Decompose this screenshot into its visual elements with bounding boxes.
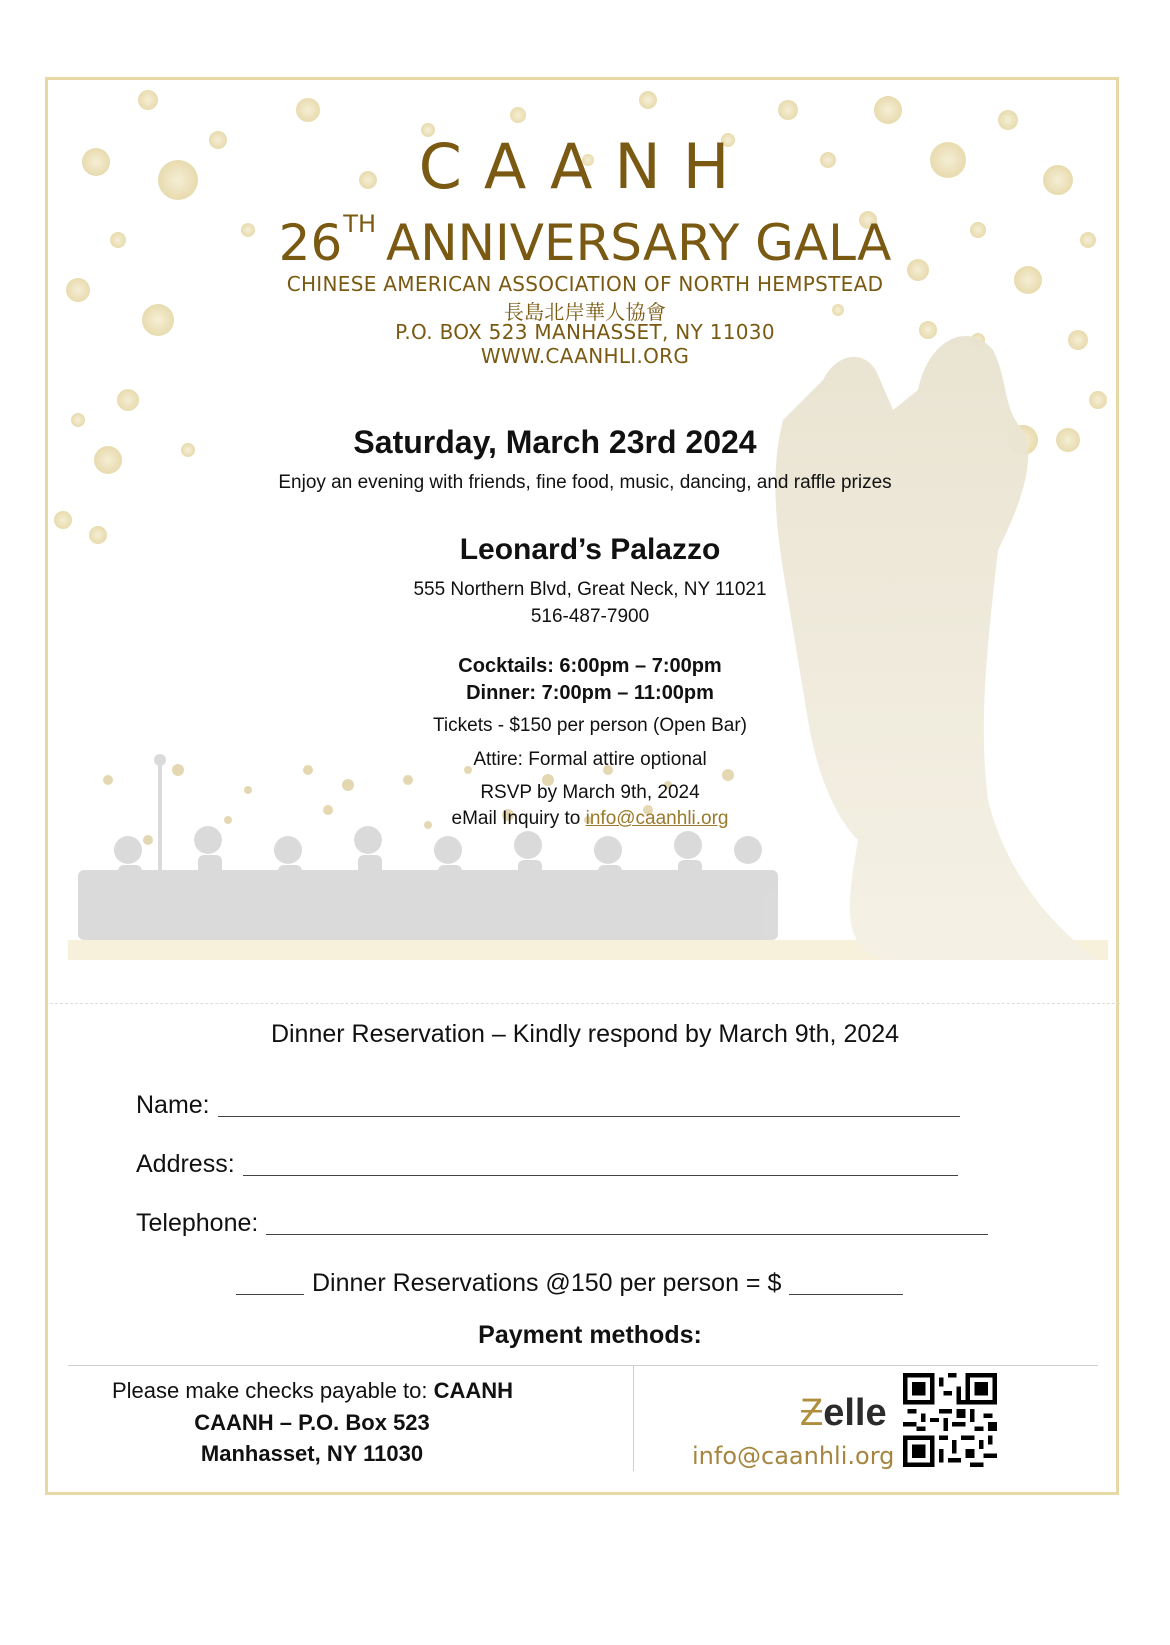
- payment-methods-title: Payment methods:: [478, 1321, 702, 1349]
- cocktails-time: Cocktails: 6:00pm – 7:00pm: [458, 655, 722, 677]
- inquiry-label: eMail Inquiry to: [451, 808, 586, 829]
- venue-name: Leonard’s Palazzo: [459, 533, 721, 566]
- gala-title: [279, 210, 892, 272]
- venue-phone: 516-487-7900: [530, 606, 650, 627]
- check-mail-address-2: Manhasset, NY 11030: [200, 1441, 424, 1466]
- amount-field[interactable]: [789, 1294, 903, 1295]
- zelle-email: info@caanhli.org: [692, 1442, 895, 1470]
- dancing-couple-silhouette: [775, 336, 1098, 960]
- quantity-field[interactable]: [236, 1294, 304, 1295]
- check-payable-label: Please make checks payable to:: [112, 1378, 434, 1403]
- org-full-name: CHINESE AMERICAN ASSOCIATION OF NORTH HEMPSTEAD: [286, 272, 884, 296]
- rsvp-deadline: RSVP by March 9th, 2024: [480, 782, 700, 803]
- reservation-calc-row: [236, 1262, 903, 1298]
- telephone-field-row: [136, 1202, 988, 1238]
- inquiry-email-link[interactable]: info@caanhli.org: [585, 808, 729, 829]
- name-field[interactable]: [218, 1115, 960, 1117]
- email-inquiry: [340, 808, 840, 830]
- check-payable-line: [112, 1378, 513, 1404]
- reservation-calc-label: Dinner Reservations @150 per person = $: [312, 1269, 782, 1297]
- org-acronym: CAANH: [418, 130, 752, 203]
- venue-address: 555 Northern Blvd, Great Neck, NY 11021: [413, 579, 767, 600]
- gala-title-text: ANNIVERSARY GALA: [386, 214, 892, 272]
- qr-code-icon[interactable]: [903, 1373, 997, 1467]
- telephone-field[interactable]: [266, 1233, 988, 1235]
- zelle-logo: [800, 1392, 887, 1435]
- telephone-label: Telephone:: [136, 1209, 259, 1237]
- address-label: Address:: [136, 1150, 235, 1178]
- reservation-form-title: Dinner Reservation – Kindly respond by March 9th, 2024: [270, 1020, 900, 1048]
- cut-line-divider: [50, 1003, 1120, 1004]
- zelle-z-icon: Ƶ: [800, 1392, 824, 1434]
- event-date: Saturday, March 23rd 2024: [353, 424, 757, 460]
- name-field-row: [136, 1084, 960, 1120]
- address-field-row: [136, 1143, 958, 1179]
- dinner-time: Dinner: 7:00pm – 11:00pm: [466, 682, 714, 704]
- zelle-wordmark: elle: [823, 1392, 887, 1434]
- gala-ordinal-suffix: TH: [343, 210, 377, 238]
- ticket-price: Tickets - $150 per person (Open Bar): [433, 715, 747, 736]
- address-field[interactable]: [243, 1174, 958, 1176]
- check-payee: CAANH: [433, 1378, 514, 1403]
- org-website: WWW.CAANHLI.ORG: [480, 344, 690, 368]
- check-mail-address-1: CAANH – P.O. Box 523: [194, 1410, 430, 1435]
- payment-divider-horizontal: [68, 1365, 1098, 1366]
- event-tagline: Enjoy an evening with friends, fine food, music, dancing, and raffle prizes: [278, 472, 892, 493]
- org-chinese-name: 長島北岸華人協會: [503, 300, 667, 324]
- name-label: Name:: [136, 1091, 210, 1119]
- gala-number: 26: [278, 214, 343, 272]
- org-po-box: P.O. BOX 523 MANHASSET, NY 11030: [395, 320, 775, 344]
- attire-note: Attire: Formal attire optional: [473, 749, 707, 770]
- payment-divider-vertical: [633, 1366, 634, 1471]
